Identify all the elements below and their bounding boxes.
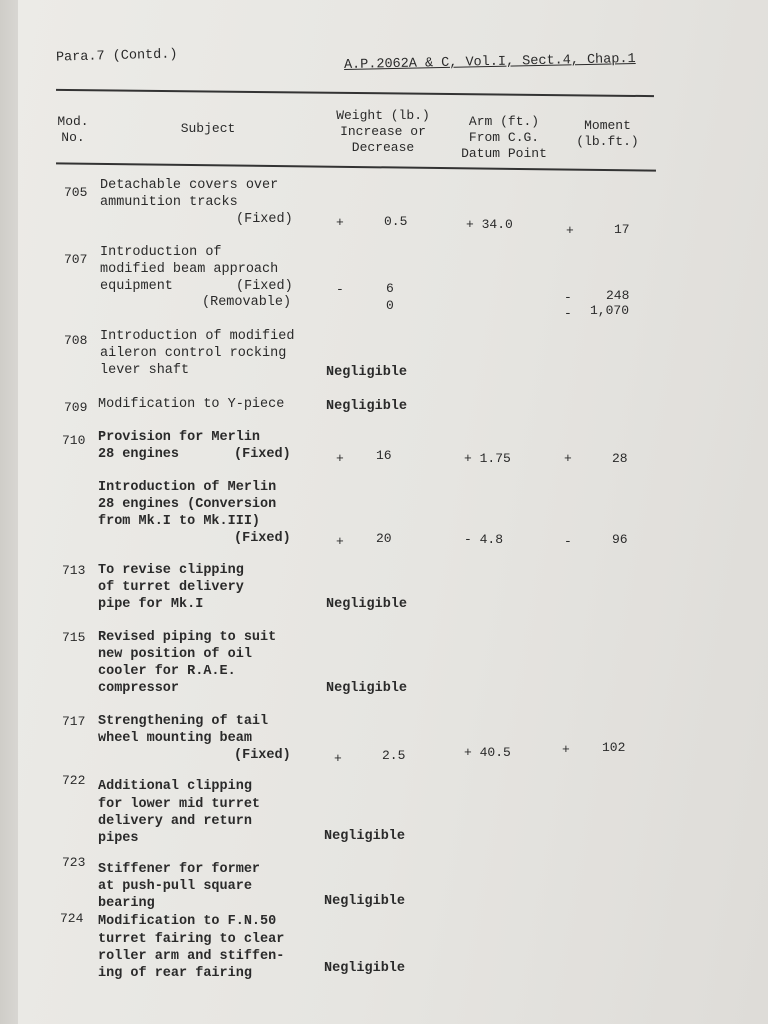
moment-value: 17 [614, 222, 630, 237]
subject-line: delivery and return [98, 814, 252, 829]
weight-value: 2.5 [382, 748, 406, 763]
moment-value: 102 [602, 740, 626, 755]
book-gutter [0, 0, 18, 1024]
subject-line: aileron control rocking [100, 346, 287, 361]
subject-line: 28 engines (Conversion [98, 497, 277, 512]
subject-line: pipes [98, 831, 139, 846]
moment-value: 248 [606, 288, 630, 303]
subject-line: Introduction of Merlin [98, 480, 277, 495]
fixed-label: (Fixed) [236, 279, 293, 294]
negligible-label: Negligible [326, 597, 408, 612]
arm-value: + 1.75 [464, 451, 511, 466]
subject-line: compressor [98, 681, 180, 696]
subject-line: Introduction of modified [100, 329, 295, 344]
subject-line: Strengthening of tail [98, 714, 269, 729]
col-header-arm: Arm (ft.) From C.G. Datum Point [461, 114, 547, 161]
subject-line: pipe for Mk.I [98, 597, 204, 612]
subject-line: Stiffener for former [98, 862, 261, 877]
col-header-weight: Weight (lb.) Increase or Decrease [336, 108, 430, 155]
negligible-label: Negligible [326, 399, 408, 414]
moment-sign: + [566, 223, 574, 238]
weight-sign: + [336, 215, 344, 230]
header-right: A.P.2062A & C, Vol.I, Sect.4, Chap.1 [343, 51, 636, 74]
col-header-mod-no: Mod. No. [57, 114, 89, 145]
subject-line: Detachable covers over [100, 178, 279, 193]
weight-value: 6 [386, 281, 394, 296]
document-page [18, 0, 768, 1024]
mod-number: 724 [60, 911, 84, 926]
mod-number: 710 [62, 433, 86, 448]
moment-sign: - [564, 290, 572, 305]
subject-line: new position of oil [98, 647, 252, 662]
mod-number: 715 [62, 630, 86, 645]
header-rule [56, 162, 656, 171]
col-header-moment: Moment (lb.ft.) [576, 118, 639, 149]
subject-line: of turret delivery [98, 580, 244, 595]
mod-number: 717 [62, 714, 86, 729]
subject-line: Modification to F.N.50 [98, 914, 277, 929]
subject-line: ing of rear fairing [98, 966, 252, 981]
weight-value: 20 [376, 531, 392, 546]
weight-sign: - [336, 282, 344, 297]
mod-number: 723 [62, 855, 86, 870]
moment-sign: + [562, 742, 570, 757]
subject-line: equipment [100, 279, 173, 294]
fixed-label: (Fixed) [234, 748, 291, 763]
mod-number: 709 [64, 400, 88, 415]
arm-value: + 34.0 [466, 217, 513, 232]
subject-line: Introduction of [100, 245, 222, 260]
weight-sign: + [334, 751, 342, 766]
subject-line: turret fairing to clear [98, 932, 285, 947]
subject-line: roller arm and stiffen- [98, 949, 285, 964]
subject-line: To revise clipping [98, 563, 244, 578]
negligible-label: Negligible [324, 894, 406, 909]
moment-sign: + [564, 451, 572, 466]
moment-sign: - [564, 534, 572, 549]
arm-value: - 4.8 [464, 532, 504, 547]
subject-line: Revised piping to suit [98, 630, 277, 645]
subject-line: 28 engines [98, 447, 180, 462]
subject-line: Provision for Merlin [98, 430, 261, 445]
subject-line: ammunition tracks [100, 195, 238, 210]
subject-line: bearing [98, 896, 155, 911]
fixed-label: (Fixed) [236, 212, 293, 227]
moment-value: 96 [612, 532, 628, 547]
fixed-label: (Fixed) [234, 531, 291, 546]
moment-sign: - [564, 306, 572, 321]
weight-value: 16 [376, 448, 392, 463]
moment-value: 28 [612, 451, 628, 466]
subject-line: cooler for R.A.E. [98, 664, 236, 679]
subject-line: wheel mounting beam [98, 731, 252, 746]
moment-value: 1,070 [590, 303, 630, 318]
subject-line: at push-pull square [98, 879, 252, 894]
negligible-label: Negligible [324, 829, 406, 844]
subject-line: Modification to Y-piece [98, 397, 285, 412]
weight-value: 0.5 [384, 214, 408, 229]
subject-line: Additional clipping [98, 779, 252, 794]
fixed-label: (Fixed) [234, 447, 291, 462]
mod-number: 707 [64, 252, 88, 267]
mod-number: 708 [64, 333, 88, 348]
subject-line: for lower mid turret [98, 797, 261, 812]
removable-label: (Removable) [202, 295, 292, 310]
mod-number: 705 [64, 185, 88, 200]
subject-line: lever shaft [100, 363, 190, 378]
negligible-label: Negligible [324, 961, 406, 976]
subject-line: from Mk.I to Mk.III) [98, 514, 261, 529]
weight-value: 0 [386, 298, 394, 313]
negligible-label: Negligible [326, 365, 408, 380]
mod-number: 722 [62, 773, 86, 788]
negligible-label: Negligible [326, 681, 408, 696]
mod-number: 713 [62, 563, 86, 578]
weight-sign: + [336, 451, 344, 466]
top-rule [56, 89, 654, 97]
header-left: Para.7 (Contd.) [55, 47, 178, 66]
col-header-subject: Subject [180, 121, 236, 136]
subject-line: modified beam approach [100, 262, 279, 277]
weight-sign: + [336, 534, 344, 549]
arm-value: + 40.5 [464, 745, 511, 760]
